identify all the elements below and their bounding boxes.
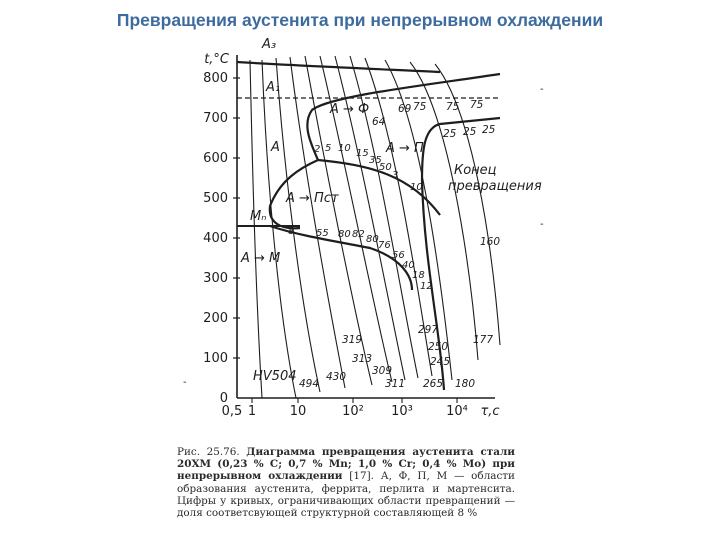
label-end-line1: Конец — [454, 163, 497, 178]
bainite-number: 10 — [338, 143, 351, 154]
caption-rest: [17]. А, Ф, П, М — области образования аустенита, феррита, перлита и мартенсита. Цифры у кривых, ограничивающих области превращений — доля соответсвующей структурной составляющей 8 % — [177, 470, 515, 520]
slide-title: Превращения аустенита при непрерывном охлаждении — [116, 10, 604, 30]
hardness-value: 297 — [418, 324, 439, 336]
y-tick-label: 100 — [203, 351, 228, 366]
caption-prefix: Рис. 25.76. — [177, 446, 240, 458]
label-a-to-f: A → Ф — [330, 102, 370, 117]
label-a-to-m: A → M — [241, 251, 281, 266]
bainite-number: 55 — [316, 228, 329, 239]
ferrite-number: 69 — [398, 103, 412, 115]
ferrite-number: 75 — [470, 99, 484, 111]
x-tick-label: 10⁴ — [446, 404, 468, 419]
label-a-to-bst: A → Пст — [286, 191, 339, 206]
ferrite-number: 75 — [446, 101, 460, 113]
x-tick-label: 1 — [247, 404, 257, 419]
bainite-number: 12 — [420, 281, 433, 292]
bainite-number: 76 — [378, 240, 391, 251]
x-tick-label: 0,5 — [221, 404, 243, 419]
y-tick-label: 700 — [203, 111, 228, 126]
bainite-number: 50 — [379, 162, 392, 173]
bainite-number: 10 — [410, 182, 423, 193]
bainite-number: 15 — [356, 148, 369, 159]
caption-bold-text: Диаграмма превращения аустенита стали 20ХМ (0,23 % С; 0,7 % Mn; 1,0 % Cr; 0,4 % Mo) при непрерывном охлаждении — [177, 446, 515, 483]
x-tick-label: 10 — [289, 404, 307, 419]
pearlite-number: 25 — [463, 126, 477, 138]
hardness-value: 319 — [342, 334, 363, 346]
hardness-value: 311 — [385, 378, 406, 390]
bainite-number: 80 — [338, 229, 351, 240]
x-tick-label: 10³ — [391, 404, 413, 419]
bainite-number: 2 — [314, 144, 321, 155]
pearlite-number: 25 — [443, 128, 457, 140]
hardness-value: 177 — [473, 334, 494, 346]
hardness-value: 309 — [372, 365, 393, 377]
bainite-number: 5 — [325, 143, 332, 154]
hardness-value: 313 — [352, 353, 373, 365]
hardness-value: 265 — [423, 378, 444, 390]
y-tick-label: 300 — [203, 271, 228, 286]
dash-mark: - — [183, 377, 187, 388]
bainite-number: 40 — [402, 260, 415, 271]
label-end-line2: превращения — [448, 179, 542, 194]
dash-mark: - — [540, 219, 544, 230]
bainite-number: 8 — [288, 226, 295, 237]
label-a3: A₃ — [262, 37, 277, 52]
y-tick-label: 200 — [203, 311, 228, 326]
hardness-value: 430 — [326, 371, 347, 383]
ferrite-number: 64 — [372, 116, 386, 128]
bainite-number: 35 — [369, 155, 382, 166]
label-hardness: HV504 — [253, 369, 297, 384]
dash-mark: - — [540, 84, 544, 95]
x-tick-label: 10² — [342, 404, 364, 419]
y-tick-label: 600 — [203, 151, 228, 166]
y-tick-label: 400 — [203, 231, 228, 246]
hardness-value: 245 — [430, 356, 451, 368]
y-tick-label: 0 — [219, 391, 228, 406]
bainite-number: 3 — [392, 170, 399, 181]
bainite-number: 18 — [412, 270, 425, 281]
y-tick-label: 800 — [203, 71, 228, 86]
hardness-value: 180 — [455, 378, 476, 390]
label-a1: A₁ — [266, 80, 281, 95]
bainite-number: 56 — [392, 250, 405, 261]
bainite-number: 82 — [352, 229, 365, 240]
bainite-number: 80 — [366, 234, 379, 245]
y-title: t,°C — [204, 52, 229, 67]
hardness-value: 494 — [299, 378, 320, 390]
label-mn: Mₙ — [250, 209, 267, 224]
ferrite-number: 75 — [413, 101, 427, 113]
pearlite-number: 25 — [482, 124, 496, 136]
label-a-to-p: A → П — [386, 141, 424, 156]
label-a: A — [271, 140, 280, 155]
x-title: τ,c — [480, 404, 500, 419]
hardness-value: 160 — [480, 236, 501, 248]
figure-caption — [177, 446, 515, 519]
hardness-value: 250 — [428, 341, 449, 353]
y-tick-label: 500 — [203, 191, 228, 206]
